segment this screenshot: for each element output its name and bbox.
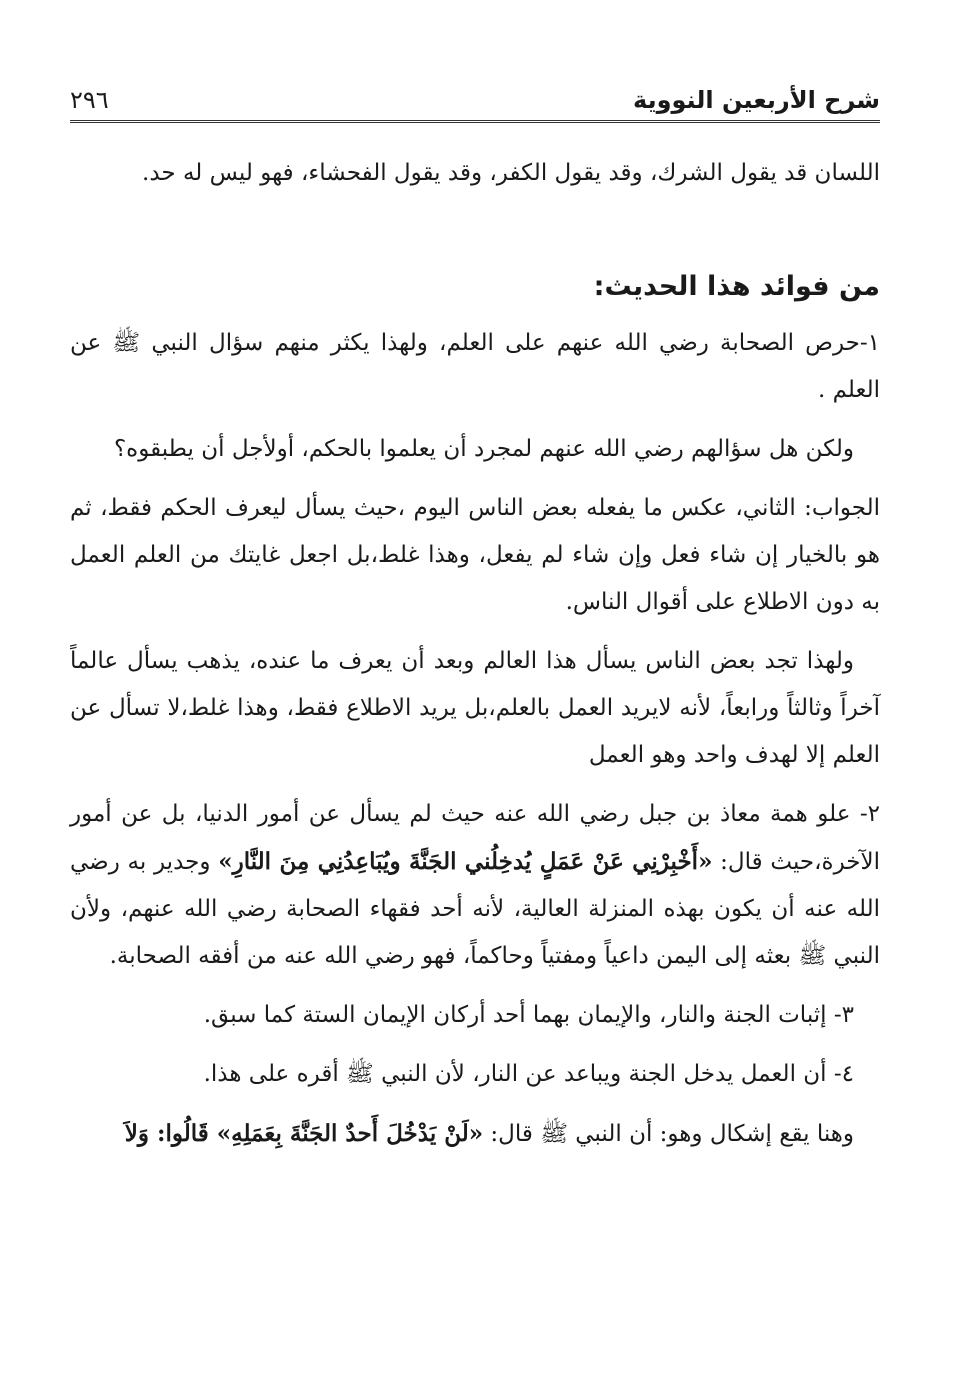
paragraph-benefit-4: ٤- أن العمل يدخل الجنة ويباعد عن النار، لأن النبي ﷺ أقره على هذا.	[203, 1061, 854, 1087]
paragraph-answer: الجواب: الثاني، عكس ما يفعله بعض الناس اليوم ،حيث يسأل ليعرف الحكم فقط، ثم هو بالخيار إن شاء فعل وإن شاء لم يفعل، وهذا غلط،بل اجعل غايتك من العلم العمل به دون الاطلاع على أقوال الناس.	[70, 495, 880, 615]
running-title: شرح الأربعين النووية	[633, 86, 880, 114]
benefit-2-text-end: وجدير به رضي الله عنه أن يكون بهذه المنزلة العالية، لأنه أحد فقهاء الصحابة رضي الله عنهم، ولأن النبي ﷺ بعثه إلى اليمن داعياً ومفتياً وحاكماً، فهو رضي الله عنه من أفقه الصحابة.	[70, 849, 880, 969]
section-heading: من فوائد هذا الحديث:	[593, 271, 880, 302]
hadith-quote: «أَخْبِرْنِي عَنْ عَمَلٍ يُدخِلُني الجَنَّةَ ويُبَاعِدُنِي مِنَ النَّارِ»	[218, 848, 713, 875]
page-number: ٢٩٦	[70, 86, 109, 114]
paragraph-objection	[70, 1110, 880, 1158]
hadith-quote-2: «لَنْ يَدْخُلَ أَحدٌ الجَنَّةَ بِعَمَلِهِ» قَالُوا: وَلاَ	[124, 1120, 484, 1147]
paragraph-continuation: اللسان قد يقول الشرك، وقد يقول الكفر، وقد يقول الفحشاء، فهو ليس له حد.	[142, 160, 880, 186]
paragraph-explanation: ولهذا تجد بعض الناس يسأل هذا العالم وبعد أن يعرف ما عنده، يذهب يسأل عالماً آخراً وثالثاً ورابعاً، لأنه لايريد العمل بالعلم،بل يريد الاطلاع فقط، وهذا غلط،لا تسأل عن العلم إلا لهدف واحد وهو العمل	[70, 648, 880, 768]
header-rule	[70, 120, 880, 126]
benefit-2-text-start: ٢- علو همة معاذ بن جبل رضي الله عنه حيث لم يسأل عن أمور الدنيا، بل عن أمور الآخرة،حيث قال:	[70, 801, 881, 875]
page-body	[70, 150, 880, 1158]
paragraph-benefit-1: ١-حرص الصحابة رضي الله عنهم على العلم، ولهذا يكثر منهم سؤال النبي ﷺ عن العلم .	[70, 330, 880, 403]
paragraph-benefit-2	[70, 791, 880, 980]
objection-text-start: وهنا يقع إشكال وهو: أن النبي ﷺ قال:	[483, 1121, 854, 1147]
document-page	[70, 0, 880, 1399]
paragraph-benefit-3: ٣- إثبات الجنة والنار، والإيمان بهما أحد أركان الإيمان الستة كما سبق.	[203, 1002, 854, 1028]
paragraph-question: ولكن هل سؤالهم رضي الله عنهم لمجرد أن يعلموا بالحكم، أولأجل أن يطبقوه؟	[113, 436, 854, 462]
page-header	[70, 80, 880, 120]
